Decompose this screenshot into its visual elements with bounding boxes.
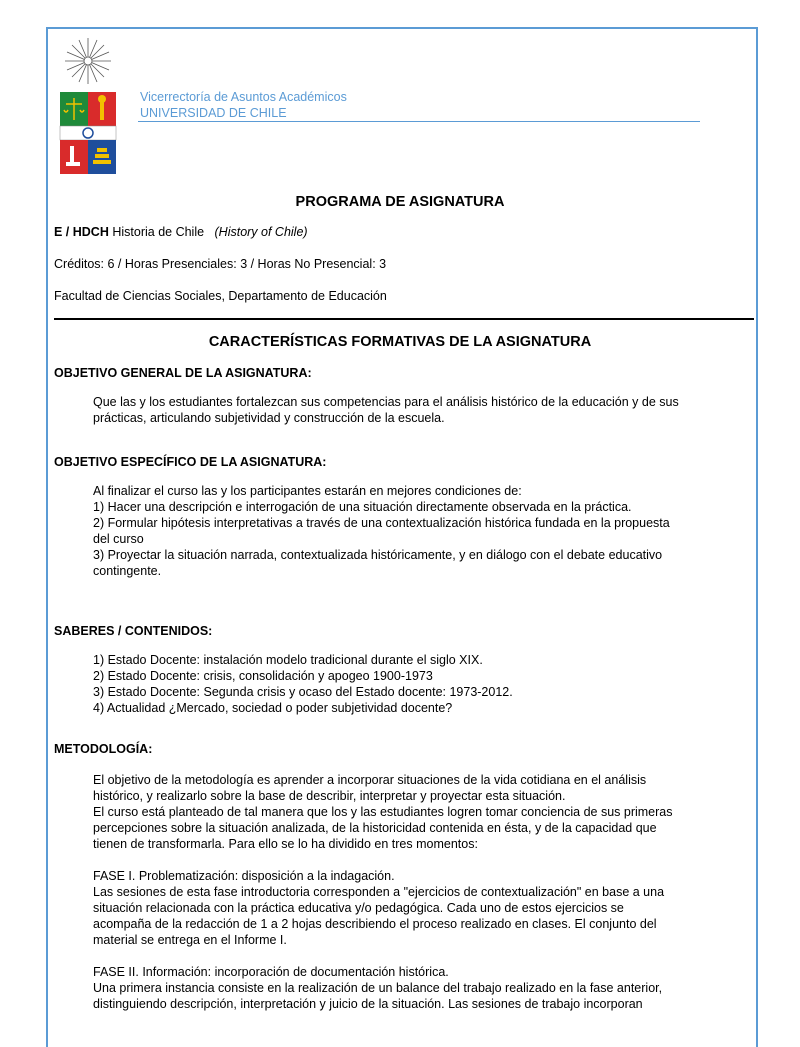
- objetivo-especifico-heading: OBJETIVO ESPECÍFICO DE LA ASIGNATURA:: [54, 455, 327, 469]
- saberes-item: 2) Estado Docente: crisis, consolidación y apogeo 1900-1973: [93, 669, 433, 683]
- saberes-item: 4) Actualidad ¿Mercado, sociedad o poder subjetividad docente?: [93, 701, 453, 715]
- objetivo-especifico-line: 1) Hacer una descripción e interrogación de una situación directamente observada en la práctica.: [93, 500, 632, 514]
- objetivo-especifico-line: 3) Proyectar la situación narrada, contextualizada históricamente, y en diálogo con el debate educativo: [93, 548, 663, 562]
- header-divider: [138, 121, 700, 122]
- objetivo-especifico-line: del curso: [93, 532, 144, 546]
- metodologia-line: distinguiendo descripción, interpretación y juicio de la situación. Las sesiones de trabajo incorporan: [93, 997, 643, 1011]
- saberes-item: 1) Estado Docente: instalación modelo tradicional durante el siglo XIX.: [93, 653, 483, 667]
- metodologia-line: FASE II. Información: incorporación de documentación histórica.: [93, 965, 449, 979]
- objetivo-general-heading: OBJETIVO GENERAL DE LA ASIGNATURA:: [54, 366, 312, 380]
- metodologia-heading: METODOLOGÍA:: [54, 742, 153, 756]
- saberes-list: [93, 652, 723, 716]
- objetivo-general-line: prácticas, articulando subjetividad y construcción de la escuela.: [93, 411, 445, 425]
- saberes-heading: SABERES / CONTENIDOS:: [54, 624, 213, 638]
- metodologia-line: [93, 852, 723, 868]
- faculty-line: Facultad de Ciencias Sociales, Departamento de Educación: [54, 289, 387, 303]
- metodologia-line: percepciones sobre la situación analizada, de la historicidad contenida en ésta, y de la capacidad que: [93, 821, 657, 835]
- course-english-name: (History of Chile): [214, 225, 308, 239]
- metodologia-text: [93, 772, 723, 1012]
- metodologia-line: El objetivo de la metodología es aprender a incorporar situaciones de la vida cotidiana en el análisis: [93, 773, 647, 787]
- star-icon: [65, 38, 111, 84]
- objetivo-general-line: Que las y los estudiantes fortalezcan sus competencias para el análisis histórico de la educación y de sus: [93, 395, 679, 409]
- header-institution: [140, 89, 347, 121]
- metodologia-line: material se entrega en el Informe I.: [93, 933, 287, 947]
- objetivo-especifico-line: Al finalizar el curso las y los participantes estarán en mejores condiciones de:: [93, 484, 522, 498]
- page-title: PROGRAMA DE ASIGNATURA: [295, 194, 505, 210]
- metodologia-line: tienen de transformarla. Para ello se lo ha dividido en tres momentos:: [93, 837, 478, 851]
- metodologia-line: [93, 948, 723, 964]
- objetivo-especifico-text: [93, 483, 723, 579]
- university-crest-logo: [58, 36, 118, 176]
- saberes-item: 3) Estado Docente: Segunda crisis y ocaso del Estado docente: 1973-2012.: [93, 685, 513, 699]
- metodologia-line: Las sesiones de esta fase introductoria corresponden a "ejercicios de contextualización" en base a una: [93, 885, 665, 899]
- metodologia-line: El curso está planteado de tal manera que los y las estudiantes logren tomar conciencia de sus primeras: [93, 805, 673, 819]
- credits-line: Créditos: 6 / Horas Presenciales: 3 / Horas No Presencial: 3: [54, 257, 387, 271]
- section-title: CARACTERÍSTICAS FORMATIVAS DE LA ASIGNATURA: [208, 334, 592, 350]
- course-title-line: [54, 224, 308, 240]
- metodologia-line: histórico, y realizarlo sobre la base de describir, interpretar y proyectar esta situación.: [93, 789, 566, 803]
- university-label: UNIVERSIDAD DE CHILE: [140, 106, 287, 120]
- course-code: E / HDCH: [54, 225, 109, 239]
- metodologia-line: acompaña de la redacción de 1 a 2 hojas describiendo el proceso realizado en clases. El conjunto del: [93, 917, 657, 931]
- objetivo-general-text: [93, 394, 723, 426]
- metodologia-line: situación relacionada con la práctica educativa y/o pedagógica. Cada uno de estos ejercicios se: [93, 901, 624, 915]
- section-divider: [54, 318, 754, 320]
- vicerrectoria-label: Vicerrectoría de Asuntos Académicos: [140, 90, 347, 104]
- course-name: Historia de Chile: [112, 225, 205, 239]
- metodologia-line: Una primera instancia consiste en la realización de un balance del trabajo realizado en la fase anterior,: [93, 981, 663, 995]
- objetivo-especifico-line: 2) Formular hipótesis interpretativas a través de una contextualización histórica fundada en la propuesta: [93, 516, 670, 530]
- objetivo-especifico-line: contingente.: [93, 564, 162, 578]
- metodologia-line: FASE I. Problematización: disposición a la indagación.: [93, 869, 395, 883]
